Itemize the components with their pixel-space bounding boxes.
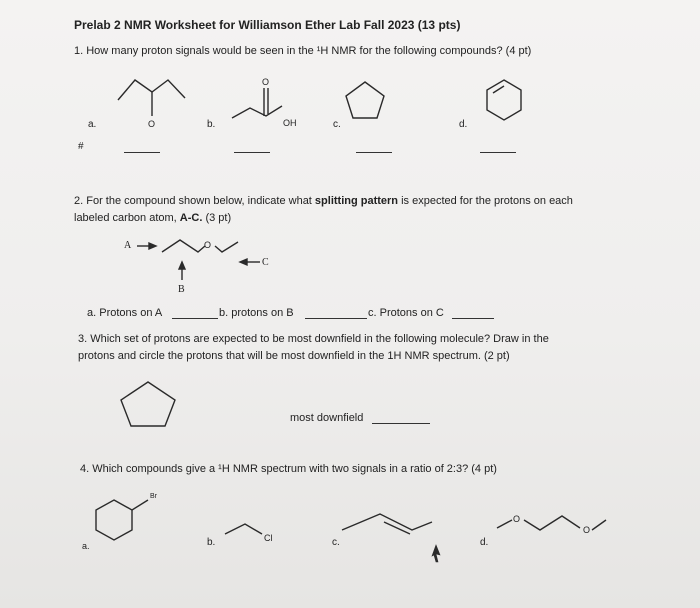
q2-answer-a-label: a. Protons on A bbox=[87, 307, 163, 319]
q2-label-c: C bbox=[262, 257, 269, 268]
q1-prompt: 1. How many proton signals would be seen in the ¹H NMR for the following compounds? (4 pt) bbox=[74, 45, 532, 57]
q1c-cyclopentane bbox=[346, 82, 384, 118]
q4b-structure bbox=[225, 524, 262, 534]
q4-label-d: d. bbox=[480, 537, 489, 548]
q4b-chlorine: Cl bbox=[264, 533, 273, 543]
q2-prompt-line2: labeled carbon atom, A-C. (3 pt) bbox=[74, 212, 232, 224]
q4c-structure bbox=[342, 514, 432, 530]
q2-structure bbox=[162, 240, 205, 252]
q1d-answer-blank[interactable] bbox=[480, 152, 516, 153]
q3-prompt-line1: 3. Which set of protons are expected to be most downfield in the following molecule? Draw in the bbox=[78, 333, 549, 345]
q2-answer-b-blank[interactable] bbox=[305, 318, 367, 319]
q4d-oxygen-2: O bbox=[583, 525, 591, 535]
q4-label-c: c. bbox=[332, 537, 340, 548]
q2-structure-2 bbox=[215, 242, 238, 252]
q2-arrow-b-head bbox=[179, 262, 185, 269]
q4-label-b: b. bbox=[207, 537, 216, 548]
q3-most-downfield-label: most downfield bbox=[290, 412, 364, 424]
q1a-answer-blank[interactable] bbox=[124, 152, 160, 153]
q3-cyclopentane bbox=[121, 382, 175, 426]
q4a-cyclohexane bbox=[96, 500, 132, 540]
q2-answer-c-blank[interactable] bbox=[452, 318, 494, 319]
q1b-carbonyl-oxygen: O bbox=[262, 77, 270, 87]
q2-answer-c-label: c. Protons on C bbox=[368, 307, 444, 319]
q4-prompt: 4. Which compounds give a ¹H NMR spectrum with two signals in a ratio of 2:3? (4 pt) bbox=[80, 463, 497, 475]
q4d-structure-3 bbox=[592, 520, 606, 530]
q4a-br-bond bbox=[132, 500, 148, 510]
q4c-double-bond bbox=[384, 522, 410, 534]
q2-answer-b-label: b. protons on B bbox=[219, 307, 294, 319]
q2-label-b: B bbox=[178, 284, 185, 295]
q1b-structure bbox=[232, 106, 282, 118]
q2-answer-a-blank[interactable] bbox=[172, 318, 218, 319]
q4-label-a: a. bbox=[82, 541, 90, 551]
q4d-oxygen-1: O bbox=[513, 514, 521, 524]
q3-answer-blank[interactable] bbox=[372, 423, 430, 424]
q3-prompt-line2: protons and circle the protons that will be most downfield in the 1H NMR spectrum. (2 pt) bbox=[78, 350, 510, 362]
q4d-structure-2 bbox=[524, 516, 580, 530]
q2-oxygen: O bbox=[204, 240, 212, 250]
q1-label-b: b. bbox=[207, 119, 216, 130]
q4a-bromine: Br bbox=[150, 493, 157, 500]
q1-label-c: c. bbox=[333, 119, 341, 130]
q2-arrow-a-head bbox=[149, 243, 156, 249]
q1-label-d: d. bbox=[459, 119, 468, 130]
q1b-answer-blank[interactable] bbox=[234, 152, 270, 153]
q1c-answer-blank[interactable] bbox=[356, 152, 392, 153]
q1-label-a: a. bbox=[88, 119, 97, 130]
q1b-hydroxyl: OH bbox=[283, 118, 297, 128]
q2-prompt-line1: 2. For the compound shown below, indicate what splitting pattern is expected for the protons on each bbox=[74, 195, 573, 207]
worksheet-title: Prelab 2 NMR Worksheet for Williamson Ether Lab Fall 2023 (13 pts) bbox=[74, 18, 461, 32]
q1-hash-mark: # bbox=[78, 141, 84, 152]
q1d-double-bond bbox=[493, 86, 504, 93]
q1a-oxygen: O bbox=[148, 119, 156, 129]
q4d-structure bbox=[497, 520, 512, 528]
cursor-arrow-icon bbox=[432, 545, 440, 562]
q2-label-a: A bbox=[124, 240, 132, 251]
q2-arrow-c-head bbox=[240, 259, 247, 265]
